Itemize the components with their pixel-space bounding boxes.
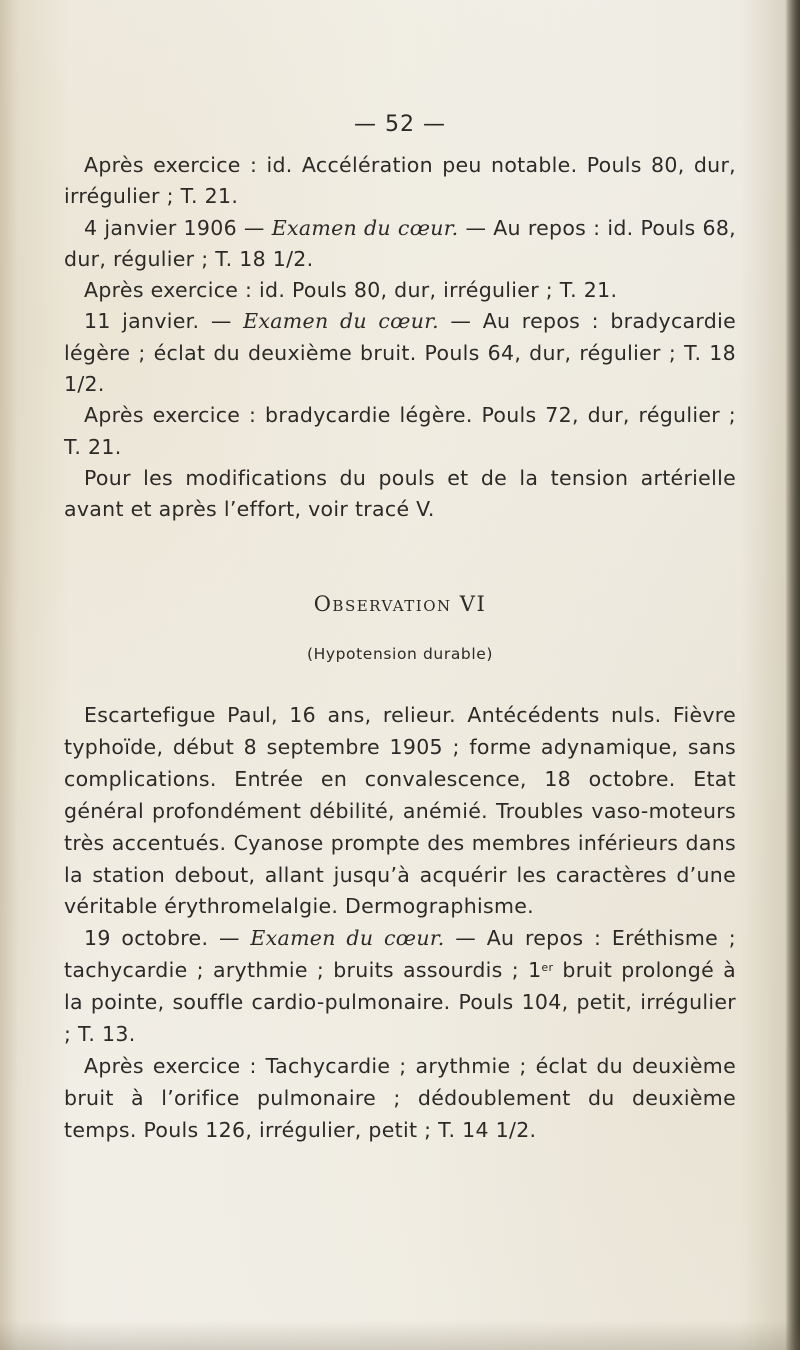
exam-heart-label: Examen du cœur. (250, 926, 445, 951)
exam-heart-label: Examen du cœur. (243, 309, 439, 334)
paragraph-patient-history: Escartefigue Paul, 16 ans, relieur. Antécédents nuls. Fièvre typhoïde, début 8 septembre 1905 ; forme adynamique, sans complications. Entrée en convalescence, 18 octobre. Etat général profondément débilité, anémié. Troubles vaso-moteurs très accentués. Cyanose prompte des membres inférieurs dans la station debout, allant jusqu’à acquérir les caractères d’une véritable érythromelalgie. Dermographisme. (64, 703, 736, 919)
superscript-er: er (541, 961, 554, 975)
paragraph-after-exercise-4: Après exercice : Tachycardie ; arythmie ; éclat du deuxième bruit à l’orifice pulmonaire ; dédoublement du deuxième temps. Pouls 126, irrégulier, petit ; T. 14 1/2. (64, 1053, 736, 1142)
paragraph-trace-reference: Pour les modifications du pouls et de la tension artérielle avant et après l’effort, voir tracé V. (64, 465, 736, 522)
exam-heart-label: Examen du cœur. (271, 215, 459, 240)
observation-subtitle: (Hypotension durable) (306, 645, 494, 663)
paragraph-jan-11: 11 janvier. — Examen du cœur. — Au repos : bradycardie légère ; éclat du deuxième bruit. Pouls 64, dur, régulier ; T. 18 1/2. (64, 309, 737, 397)
paragraph-oct-19: 19 octobre. — Examen du cœur. — Au repos : Eréthisme ; tachycardie ; arythmie ; bruits assourdis ; 1er bruit prolongé à la pointe, souffle cardio-pulmonaire. Pouls 104, petit, irrégulier ; T. 13. (64, 926, 736, 1047)
page-edge-shadow (786, 0, 800, 1350)
observation-text-block (64, 700, 736, 1147)
paragraph-jan-4: 4 janvier 1906 — Examen du cœur. — Au repos : id. Pouls 68, dur, régulier ; T. 18 1/2. (64, 215, 736, 271)
paragraph-after-exercise-3: Après exercice : bradycardie légère. Pouls 72, dur, régulier ; T. 21. (64, 403, 736, 459)
paragraph-after-exercise-1: Après exercice : id. Accélération peu notable. Pouls 80, dur, irrégulier ; T. 21. (64, 153, 736, 209)
observation-title: Observation VI (313, 592, 487, 616)
page-bottom-shadow (0, 1320, 800, 1350)
paragraph-after-exercise-2: Après exercice : id. Pouls 80, dur, irrégulier ; T. 21. (84, 278, 618, 303)
page-number: — 52 — (354, 112, 446, 137)
top-text-block (64, 150, 736, 526)
